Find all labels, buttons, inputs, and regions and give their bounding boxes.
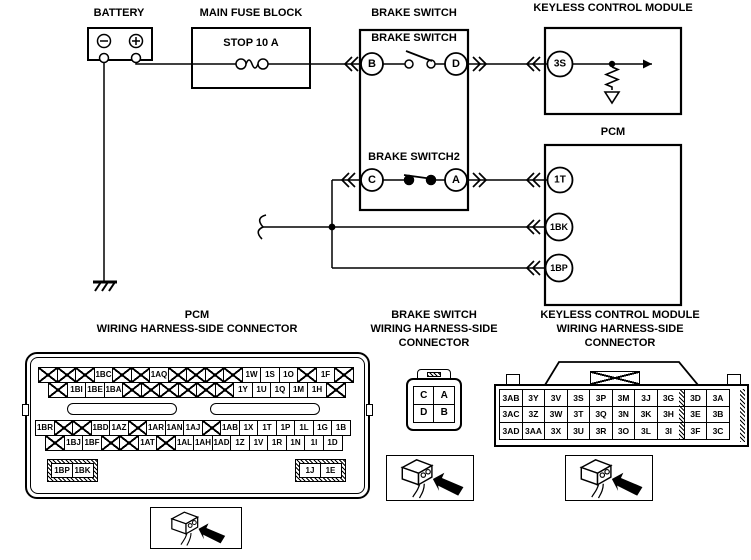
pin-cell: 3AD (499, 422, 523, 440)
connector-notch (22, 404, 29, 416)
latch-icon (427, 372, 441, 377)
brake-switch2-label: BRAKE SWITCH2 (368, 151, 460, 163)
pin-cell: 1AJ (183, 420, 203, 436)
keyless-connector (493, 356, 751, 452)
pcm-bottom-right-group (295, 459, 346, 482)
pin-c: C (368, 174, 376, 186)
pin-cell: 1AZ (109, 420, 129, 436)
pin-cell: 1AN (165, 420, 185, 436)
signal-arrow-icon (643, 60, 652, 69)
connector-plug-icon (387, 455, 473, 501)
pin-cell: 3J (634, 389, 658, 407)
ks-connector-title-3: CONNECTOR (584, 337, 656, 349)
pin-cell: C (413, 386, 435, 405)
junction-dot (329, 224, 336, 231)
pin-cell: 1B (331, 420, 351, 436)
ks-connector-title-2: WIRING HARNESS-SIDE (556, 323, 684, 335)
ks-connector-title-1: KEYLESS CONTROL MODULE (540, 309, 700, 321)
pin-cell: 1G (313, 420, 333, 436)
pin-cell: 3G (657, 389, 681, 407)
pin-cell: 3Z (522, 406, 546, 424)
connector-pin-row (48, 382, 354, 398)
pin-cell: 1Y (233, 382, 253, 398)
pin-cell: A (433, 386, 455, 405)
battery-label: BATTERY (93, 7, 145, 19)
brake-switch1-label: BRAKE SWITCH (371, 32, 457, 44)
brake-switch1-contacts (405, 51, 435, 68)
connector-slot (210, 403, 320, 415)
pin-cell: 3H (657, 406, 681, 424)
pin-cell: 1AQ (149, 367, 169, 383)
pin-cell: 3R (589, 422, 613, 440)
connector-pin-row (499, 406, 747, 424)
battery-symbol (88, 28, 152, 63)
pin-cell: B (433, 404, 455, 423)
pin-cell: 3S (567, 389, 591, 407)
pcm-bottom-left-group (47, 459, 98, 482)
pin-cell: 3AC (499, 406, 523, 424)
pcm-pin-grid-upper (38, 367, 354, 398)
pin-cell: 3V (544, 389, 568, 407)
bs-connector-title-3: CONNECTOR (398, 337, 470, 349)
connector-plug-icon (154, 508, 238, 548)
pin-cell-blank (101, 435, 121, 451)
pin-cell: 3Q (589, 406, 613, 424)
pin-b: B (368, 58, 376, 70)
pin-cell: 1AR (146, 420, 166, 436)
bs-pin-grid (413, 386, 456, 423)
resistor-icon (606, 67, 618, 90)
pin-cell: 1D (323, 435, 343, 451)
pin-cell: 1BI (67, 382, 87, 398)
pcm-pin-grid-lower (35, 420, 351, 451)
bs-connector-title-2: WIRING HARNESS-SIDE (370, 323, 498, 335)
pin-cell-blank (178, 382, 198, 398)
pin-cell: 1BE (85, 382, 105, 398)
connector-pin-row (413, 386, 456, 405)
pin-cell-blank (196, 382, 216, 398)
keyless-module-box (545, 28, 681, 114)
pin-cell: 1AL (175, 435, 195, 451)
pin-cell: 3A (706, 389, 730, 407)
ground-arrow-icon (605, 92, 619, 103)
pin-a: A (452, 174, 460, 186)
pin-cell: 1BR (35, 420, 55, 436)
pin-cell: 3P (589, 389, 613, 407)
pcm-connector (25, 352, 370, 499)
pin-cell: 3U (567, 422, 591, 440)
inline-connector-icon (342, 57, 540, 275)
pin-cell-blank (159, 382, 179, 398)
pin-cell: 1J (299, 463, 321, 478)
pin-d: D (452, 58, 460, 70)
pin-cell: 1M (289, 382, 309, 398)
pin-cell: 3M (612, 389, 636, 407)
pin-cell: 3AB (499, 389, 523, 407)
pin-cell-blank (48, 382, 68, 398)
pin-cell: 1L (294, 420, 314, 436)
ks-connector-view-box (565, 455, 653, 501)
pin-cell: 1U (252, 382, 272, 398)
connector-plug-icon (566, 455, 652, 501)
pin-cell-blank (156, 435, 176, 451)
pin-cell: 1BD (91, 420, 111, 436)
junction-dot (609, 61, 615, 67)
fuse-icon (258, 59, 268, 69)
pin-cell: 1W (242, 367, 262, 383)
pin-cell: 1BJ (64, 435, 84, 451)
pin-cell: 1T (257, 420, 277, 436)
pin-cell: 1I (304, 435, 324, 451)
connector-pin-row (299, 463, 342, 478)
pin-cell: 3K (634, 406, 658, 424)
pin-cell: 3D (684, 389, 708, 407)
pin-1bk: 1BK (549, 222, 569, 232)
keyless-module-label: KEYLESS CONTROL MODULE (533, 2, 693, 14)
pin-cell: 1Z (230, 435, 250, 451)
pin-cell: 1AB (220, 420, 240, 436)
fuse-rating-label: STOP 10 A (223, 37, 279, 49)
fuse-icon (236, 59, 246, 69)
wire (104, 62, 548, 282)
pin-cell: 1BF (82, 435, 102, 451)
brake-switch-connector (406, 369, 462, 431)
pin-cell: 1X (239, 420, 259, 436)
pin-cell: D (413, 404, 435, 423)
pin-cell: 3O (612, 422, 636, 440)
pin-cell: 1V (249, 435, 269, 451)
pin-1t: 1T (554, 174, 566, 186)
pin-cell: 3B (706, 406, 730, 424)
pin-3s: 3S (553, 58, 567, 70)
pin-cell: 3X (544, 422, 568, 440)
pin-cell: 1N (286, 435, 306, 451)
brake-switch-connector-shell (406, 378, 462, 431)
pin-cell: 1Q (270, 382, 290, 398)
pin-cell-blank (326, 382, 346, 398)
brake-switch-box-label: BRAKE SWITCH (371, 7, 457, 19)
pin-cell-blank (45, 435, 65, 451)
connector-pin-row (51, 463, 94, 478)
pin-cell: 1BP (51, 463, 73, 478)
pin-cell: 1R (267, 435, 287, 451)
pin-cell: 3E (684, 406, 708, 424)
pin-cell: 1O (279, 367, 299, 383)
pin-cell: 3F (684, 422, 708, 440)
connector-pin-row (499, 422, 747, 440)
pin-cell: 1AT (138, 435, 158, 451)
pin-cell: 3N (612, 406, 636, 424)
pin-cell: 3C (706, 422, 730, 440)
ks-pin-grid (499, 389, 747, 440)
pcm-connector-view-box (150, 507, 242, 549)
brake-switch2-contacts (404, 175, 436, 185)
pin-cell: 1E (320, 463, 342, 478)
pin-cell-blank (119, 435, 139, 451)
connector-pin-row (45, 435, 351, 451)
pcm-label: PCM (600, 126, 626, 138)
pin-cell: 1P (276, 420, 296, 436)
pin-cell: 3I (657, 422, 681, 440)
pin-cell-blank (215, 382, 235, 398)
pcm-connector-title-2: WIRING HARNESS-SIDE CONNECTOR (96, 323, 298, 335)
pin-cell: 3T (567, 406, 591, 424)
fuse-block-label: MAIN FUSE BLOCK (199, 7, 303, 19)
pin-cell: 1H (307, 382, 327, 398)
pin-cell: 1BC (94, 367, 114, 383)
connector-key-strip (740, 389, 745, 442)
bs-connector-view-box (386, 455, 474, 501)
pin-cell: 1BA (104, 382, 124, 398)
pin-cell: 1BK (72, 463, 94, 478)
bs-connector-title-1: BRAKE SWITCH (391, 309, 477, 321)
latch-icon (590, 371, 640, 385)
pcm-connector-title-1: PCM (184, 309, 210, 321)
connector-pin-row (499, 389, 747, 407)
pin-cell: 1F (316, 367, 336, 383)
pin-cell: 3Y (522, 389, 546, 407)
ground-icon (93, 282, 117, 291)
connector-slot (67, 403, 177, 415)
keyless-connector-shell (494, 384, 749, 447)
pin-cell-blank (141, 382, 161, 398)
pin-cell: 3W (544, 406, 568, 424)
pin-cell: 3AA (522, 422, 546, 440)
connector-notch (366, 404, 373, 416)
pin-1bp: 1BP (550, 263, 568, 273)
pin-cell: 1AD (212, 435, 232, 451)
pin-cell-blank (122, 382, 142, 398)
connector-pin-row (413, 404, 456, 423)
pin-cell: 1S (260, 367, 280, 383)
pin-cell: 3L (634, 422, 658, 440)
pin-cell: 1AH (193, 435, 213, 451)
